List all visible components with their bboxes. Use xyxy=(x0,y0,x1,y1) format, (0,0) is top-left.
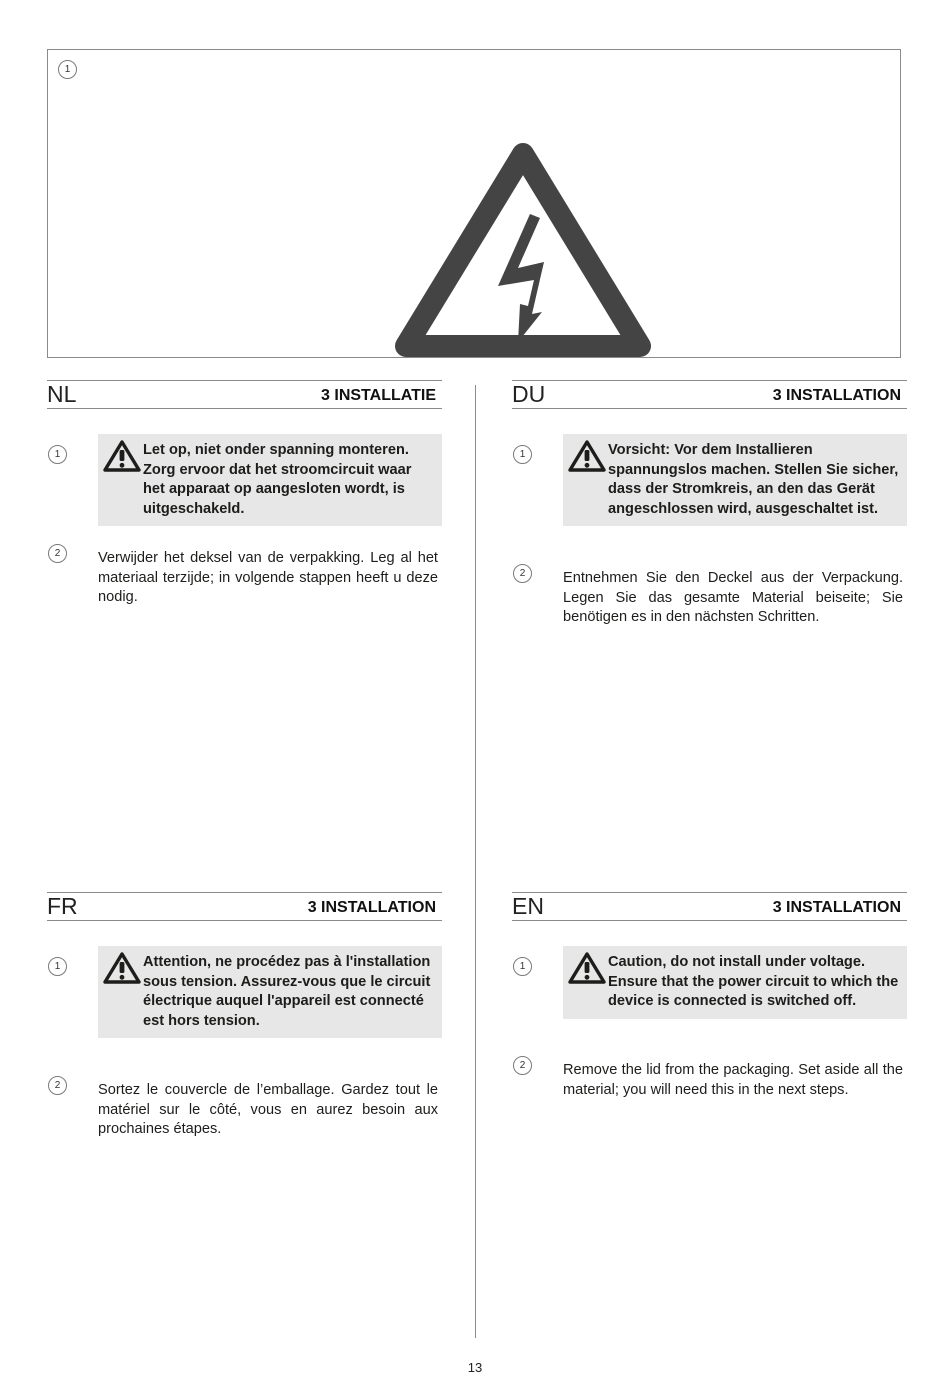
page-number: 13 xyxy=(467,1360,483,1375)
step-number: 2 xyxy=(48,544,67,563)
section-title: 3 INSTALLATION xyxy=(772,387,901,404)
figure-step-number: 1 xyxy=(58,60,77,79)
language-code: DU xyxy=(512,381,546,407)
warning-text: Vorsicht: Vor dem Installieren spannungslos machen. Stellen Sie sicher, dass der Stromkreis, an den das Gerät angeschlossen wird, ausgeschaltet ist. xyxy=(608,442,899,517)
language-code: EN xyxy=(512,893,544,919)
step-text: Remove the lid from the packaging. Set aside all the material; you will need this in the next steps. xyxy=(563,1062,903,1098)
step-text: Entnehmen Sie den Deckel aus der Verpackung. Legen Sie das gesamte Material beiseite; Sie benötigen es in den nächsten Schritten. xyxy=(563,570,903,626)
step-number: 2 xyxy=(513,1056,532,1075)
step-number: 1 xyxy=(48,445,67,464)
step-number: 2 xyxy=(48,1076,67,1095)
step-number: 2 xyxy=(513,564,532,583)
caution-icon xyxy=(102,439,142,473)
step-number: 1 xyxy=(48,957,67,976)
step-text: Verwijder het deksel van de verpakking. Leg al het materiaal terzijde; in volgende stappen heeft u deze nodig. xyxy=(98,550,438,606)
step-number: 1 xyxy=(513,957,532,976)
caution-icon xyxy=(567,439,607,473)
warning-box xyxy=(563,946,907,1019)
warning-box xyxy=(98,434,442,526)
high-voltage-warning-icon xyxy=(394,140,652,370)
caution-icon xyxy=(102,951,142,985)
section-en xyxy=(512,892,907,1098)
step-number: 1 xyxy=(513,445,532,464)
warning-box xyxy=(98,946,442,1038)
section-title: 3 INSTALLATIE xyxy=(321,387,436,404)
section-title: 3 INSTALLATION xyxy=(772,899,901,916)
warning-box xyxy=(563,434,907,526)
section-header xyxy=(512,380,907,409)
figure-box xyxy=(47,49,901,358)
section-title: 3 INSTALLATION xyxy=(307,899,436,916)
language-code: NL xyxy=(47,381,77,407)
section-nl xyxy=(47,380,442,606)
column-divider xyxy=(475,385,476,1338)
warning-text: Attention, ne procédez pas à l'installation sous tension. Assurez-vous que le circuit électrique auquel l'appareil est connecté est hors tension. xyxy=(143,954,431,1029)
warning-text: Let op, niet onder spanning monteren. Zorg ervoor dat het stroomcircuit waar het apparaat op aangesloten wordt, is uitgeschakeld. xyxy=(143,442,412,517)
language-code: FR xyxy=(47,893,78,919)
section-fr xyxy=(47,892,442,1138)
section-header xyxy=(47,380,442,409)
section-header xyxy=(512,892,907,921)
section-header xyxy=(47,892,442,921)
step-text: Sortez le couvercle de l’emballage. Gardez tout le matériel sur le côté, vous en aurez besoin aux prochaines étapes. xyxy=(98,1082,438,1138)
caution-icon xyxy=(567,951,607,985)
section-du xyxy=(512,380,907,626)
warning-text: Caution, do not install under voltage. Ensure that the power circuit to which the device is connected is switched off. xyxy=(608,954,899,1010)
